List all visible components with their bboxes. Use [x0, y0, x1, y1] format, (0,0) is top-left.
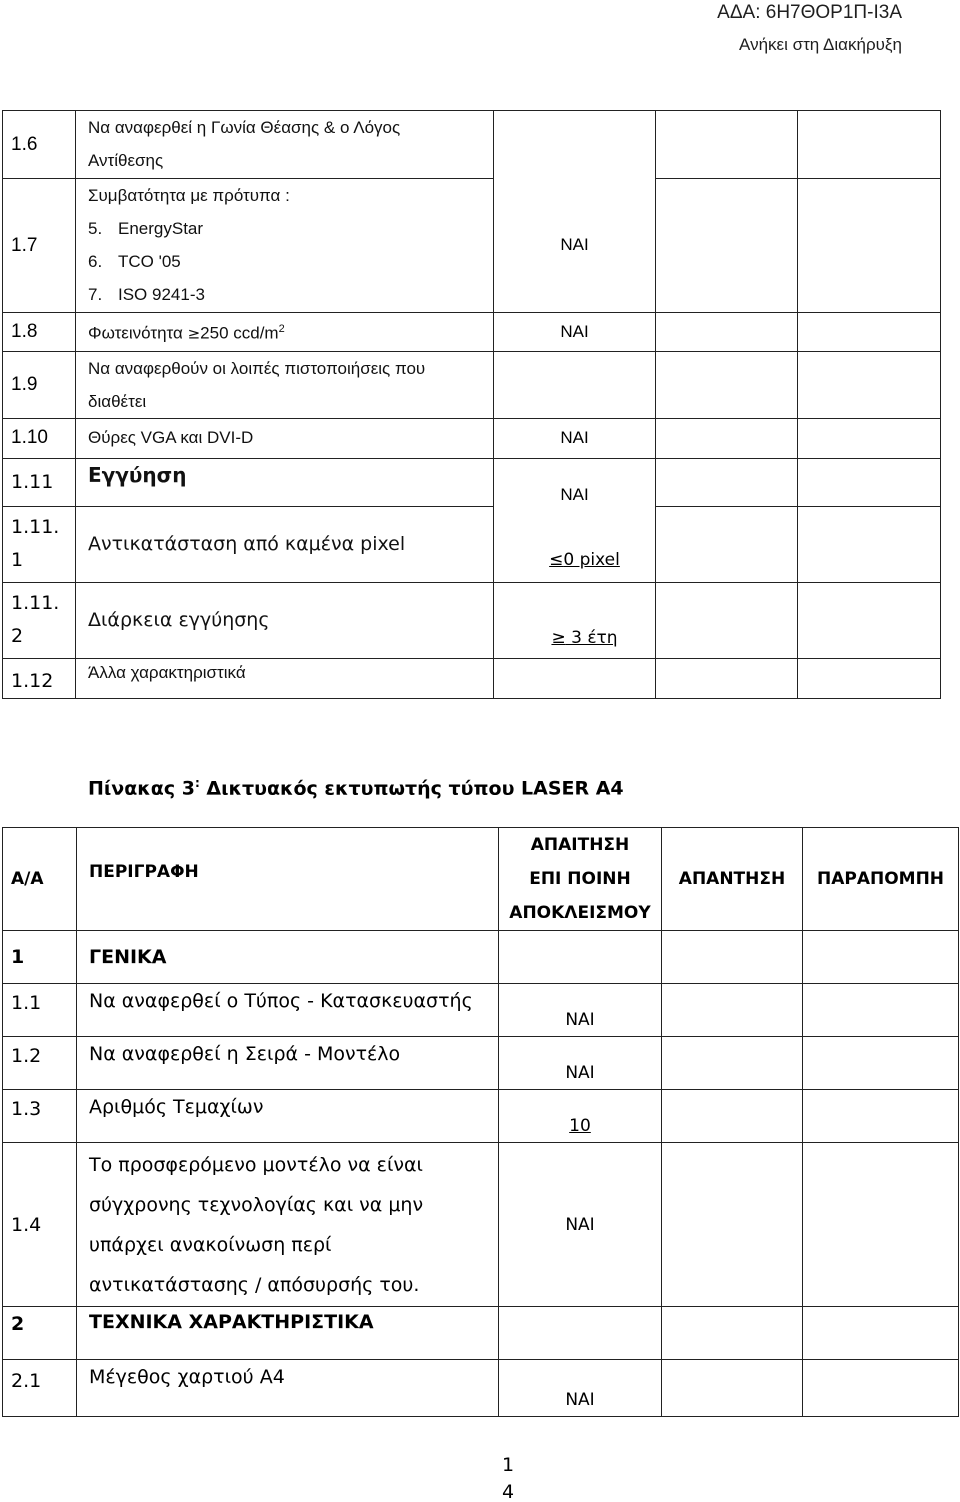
- header-description: ΠΕΡΙΓΡΑΦΗ: [77, 828, 499, 931]
- answer-cell: [662, 1037, 803, 1090]
- page-number: 1 4: [501, 1454, 515, 1502]
- table-row: [3, 984, 959, 1037]
- table-row: [3, 506, 941, 582]
- row-number: 1.11. 1: [3, 506, 76, 582]
- row-description: Να αναφερθεί ο Τύπος - Κατασκευαστής: [77, 984, 499, 1037]
- list-item: 7. ISO 9241-3: [88, 285, 205, 304]
- row-number: 1.11. 2: [3, 582, 76, 658]
- requirement-cell: 10: [499, 1090, 662, 1143]
- answer-cell: [662, 1143, 803, 1307]
- requirement-cell: [494, 658, 656, 698]
- requirement-cell: ΝΑΙ: [494, 179, 656, 313]
- row-description: Διάρκεια εγγύησης: [76, 582, 494, 658]
- table-header-row: [3, 828, 959, 931]
- table-row: [3, 582, 941, 658]
- requirement-cell: ΝΑΙ: [494, 458, 656, 506]
- spec-table-monitor: [2, 110, 941, 699]
- table-row: [3, 458, 941, 506]
- reference-cell: [798, 582, 941, 658]
- requirement-cell: ≤0 pixel: [494, 506, 656, 582]
- reference-cell: [803, 1307, 959, 1360]
- answer-cell: [656, 351, 798, 418]
- row-description: [76, 179, 494, 313]
- table-row: [3, 351, 941, 418]
- reference-cell: [803, 984, 959, 1037]
- row-description: Θύρες VGA και DVI-D: [76, 418, 494, 458]
- table-row: [3, 1090, 959, 1143]
- section-number: 1: [3, 931, 77, 984]
- table-row: [3, 1143, 959, 1307]
- requirement-cell: [499, 1307, 662, 1360]
- section-title: ΤΕΧΝΙΚΑ ΧΑΡΑΚΤΗΡΙΣΤΙΚΑ: [77, 1307, 499, 1360]
- requirement-cell: [494, 351, 656, 418]
- table-row: [3, 179, 941, 313]
- row-description: Να αναφερθεί η Σειρά - Μοντέλο: [77, 1037, 499, 1090]
- requirement-cell: ΝΑΙ: [499, 1143, 662, 1307]
- reference-cell: [798, 458, 941, 506]
- reference-cell: [798, 179, 941, 313]
- answer-cell: [656, 658, 798, 698]
- row-description: [76, 351, 494, 418]
- reference-cell: [798, 658, 941, 698]
- table-row: [3, 313, 941, 352]
- row-number: 1.9: [3, 351, 76, 418]
- row-number: 1.2: [3, 1037, 77, 1090]
- answer-cell: [662, 931, 803, 984]
- answer-cell: [662, 1090, 803, 1143]
- row-description: Αριθμός Τεμαχίων: [77, 1090, 499, 1143]
- answer-cell: [656, 582, 798, 658]
- spec-table-printer: [2, 827, 959, 1417]
- section-row: [3, 1307, 959, 1360]
- row-description: Άλλα χαρακτηριστικά: [76, 658, 494, 698]
- requirement-cell: ΝΑΙ: [494, 418, 656, 458]
- requirement-cell: ΝΑΙ: [499, 1037, 662, 1090]
- row-number: 1.1: [3, 984, 77, 1037]
- reference-cell: [798, 313, 941, 352]
- row-description: Αντικατάσταση από καμένα pixel: [76, 506, 494, 582]
- row-number: 1.4: [3, 1143, 77, 1307]
- reference-cell: [798, 111, 941, 179]
- reference-cell: [803, 1090, 959, 1143]
- desc-line: υπάρχει ανακοίνωση περί: [89, 1234, 332, 1256]
- header-requirement: ΑΠΑΙΤΗΣΗ ΕΠΙ ΠΟΙΝΗ ΑΠΟΚΛΕΙΣΜΟΥ: [499, 828, 662, 931]
- desc-line: Το προσφερόμενο μοντέλο να είναι: [89, 1154, 423, 1176]
- row-description: Μέγεθος χαρτιού Α4: [77, 1360, 499, 1417]
- row-number: 1.3: [3, 1090, 77, 1143]
- row-number: 2.1: [3, 1360, 77, 1417]
- desc-line: Συμβατότητα με πρότυπα :: [88, 186, 290, 205]
- table-row: [3, 111, 941, 179]
- header-answer: ΑΠΑΝΤΗΣΗ: [662, 828, 803, 931]
- row-number: 1.10: [3, 418, 76, 458]
- requirement-cell: ΝΑΙ: [499, 1360, 662, 1417]
- answer-cell: [662, 1307, 803, 1360]
- answer-cell: [662, 984, 803, 1037]
- requirement-cell: ΝΑΙ: [494, 313, 656, 352]
- requirement-cell: ΝΑΙ: [499, 984, 662, 1037]
- answer-cell: [656, 179, 798, 313]
- row-number: 1.7: [3, 179, 76, 313]
- desc-line: διαθέτει: [88, 391, 147, 411]
- answer-cell: [656, 506, 798, 582]
- reference-cell: [803, 1360, 959, 1417]
- reference-cell: [798, 506, 941, 582]
- row-description: [77, 1143, 499, 1307]
- requirement-cell: ≥ 3 έτη: [494, 582, 656, 658]
- answer-cell: [656, 313, 798, 352]
- reference-cell: [803, 1037, 959, 1090]
- row-description: Φωτεινότητα ≥250 ccd/$m^2$: [76, 313, 494, 352]
- table-row: [3, 1360, 959, 1417]
- header-num: Α/Α: [3, 828, 77, 931]
- desc-line: Να αναφερθούν οι λοιπές πιστοποιήσεις που: [88, 358, 426, 378]
- desc-line: Αντίθεσης: [88, 151, 164, 170]
- desc-line: αντικατάστασης / απόσυρσής του.: [89, 1274, 420, 1296]
- table-row: [3, 658, 941, 698]
- table-caption: Πίνακας 3: Δικτυακός εκτυπωτής τύπου LASER A4: [88, 776, 624, 800]
- section-row: [3, 931, 959, 984]
- section-title: ΓΕΝΙΚΑ: [77, 931, 499, 984]
- header-reference: ΠΑΡΑΠΟΜΠΗ: [803, 828, 959, 931]
- row-description: [76, 111, 494, 179]
- row-number: 1.11: [3, 458, 76, 506]
- desc-line: Να αναφερθεί η Γωνία Θέασης & ο Λόγος: [88, 118, 401, 137]
- answer-cell: [662, 1360, 803, 1417]
- desc-line: σύγχρονης τεχνολογίας και να μην: [89, 1194, 424, 1216]
- reference-cell: [803, 1143, 959, 1307]
- requirement-cell: [494, 111, 656, 179]
- requirement-cell: [499, 931, 662, 984]
- ada-code: ΑΔΑ: 6Η7ΘΟΡ1Π-Ι3Α: [717, 2, 902, 23]
- reference-cell: [798, 418, 941, 458]
- table-row: [3, 1037, 959, 1090]
- row-number: 1.12: [3, 658, 76, 698]
- list-item: 6. TCO '05: [88, 252, 181, 271]
- header-note: Ανήκει στη Διακήρυξη: [739, 35, 902, 54]
- row-number: 1.8: [3, 313, 76, 352]
- standards-list: [88, 212, 493, 311]
- section-number: 2: [3, 1307, 77, 1360]
- list-item: 5. EnergyStar: [88, 219, 204, 238]
- answer-cell: [656, 418, 798, 458]
- reference-cell: [803, 931, 959, 984]
- row-number: 1.6: [3, 111, 76, 179]
- table-row: [3, 418, 941, 458]
- row-description: Εγγύηση: [76, 458, 494, 506]
- answer-cell: [656, 458, 798, 506]
- reference-cell: [798, 351, 941, 418]
- answer-cell: [656, 111, 798, 179]
